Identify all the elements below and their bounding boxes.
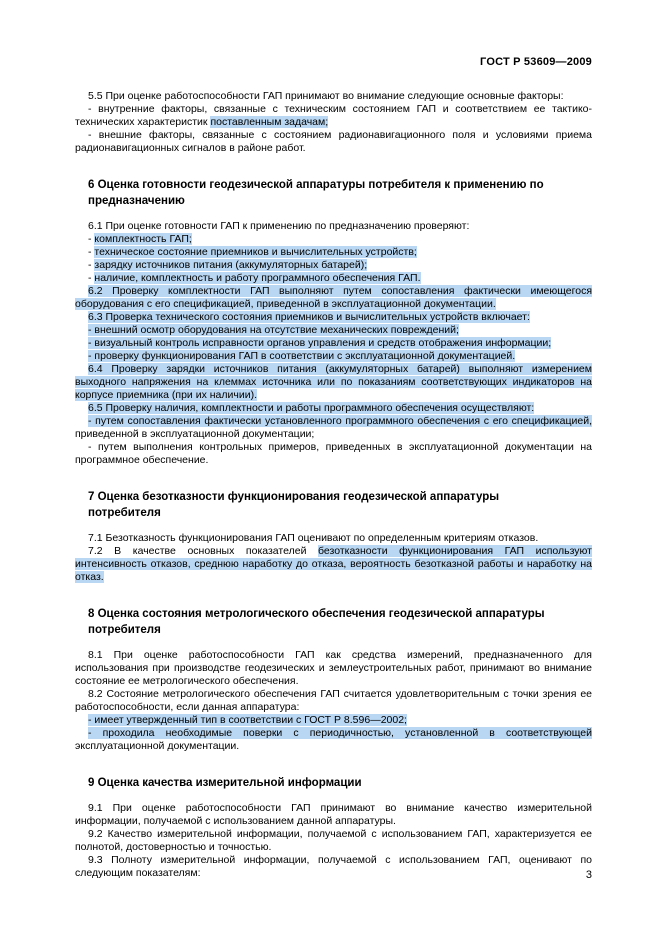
text-run: - путем выполнения контрольных примеров, приведенных в эксплуатационной документации на программное обеспечение. xyxy=(75,441,592,466)
document-footer xyxy=(75,869,592,881)
paragraph xyxy=(75,285,592,311)
text-run: 8 Оценка состояния метрологического обеспечения геодезической аппаратуры потребителя xyxy=(88,608,545,636)
section-heading xyxy=(75,775,592,791)
text-run: - xyxy=(88,246,95,258)
paragraph xyxy=(75,337,592,350)
text-run: 6 Оценка готовности геодезической аппаратуры потребителя к применению по предназначению xyxy=(88,179,544,207)
highlighted-text: 6.4 Проверку зарядки источников питания (аккумуляторных батарей) выполняют измерением выходного напряжения на клеммах источника или по показаниям соответствующих индикаторов на корпусе приемника (при их наличии). xyxy=(75,363,592,401)
highlighted-text: - проходила необходимые поверки с периодичностью, установленной в соответствующей xyxy=(88,727,592,739)
paragraph xyxy=(75,714,592,727)
text-run: 9 Оценка качества измерительной информации xyxy=(88,777,362,789)
paragraph xyxy=(75,828,592,854)
highlighted-text: - путем сопоставления фактически установленного программного обеспечения с его спецификацией, xyxy=(88,415,592,427)
text-run: 9.2 Качество измерительной информации, получаемой с использованием ГАП, характеризуется ее полнотой, достоверностью и точностью. xyxy=(75,828,592,853)
text-run: - xyxy=(88,233,95,245)
document-header xyxy=(75,56,592,68)
highlighted-text: 6.3 Проверка технического состояния приемников и вычислительных устройств включает: xyxy=(88,311,530,323)
text-run: приведенной в эксплуатационной документации; xyxy=(75,428,315,440)
paragraph xyxy=(75,233,592,246)
highlighted-text: 6.5 Проверку наличия, комплектности и работы программного обеспечения осуществляют: xyxy=(88,402,535,414)
highlighted-text: безотказности функционирования ГАП используют интенсивность отказов, среднюю наработку до отказа, вероятность безотказной работы и наработку на отказ. xyxy=(75,545,592,583)
paragraph xyxy=(75,220,592,233)
paragraph xyxy=(75,90,592,103)
text-run: 6.1 При оценке готовности ГАП к применению по предназначению проверяют: xyxy=(88,220,470,232)
paragraph xyxy=(75,259,592,272)
paragraph xyxy=(75,727,592,753)
highlighted-text: техническое состояние приемников и вычислительных устройств; xyxy=(94,246,417,258)
highlighted-text: зарядку источников питания (аккумуляторных батарей); xyxy=(94,259,368,271)
paragraph xyxy=(75,103,592,129)
paragraph xyxy=(75,402,592,415)
paragraph xyxy=(75,545,592,584)
highlighted-text: - внешний осмотр оборудования на отсутствие механических повреждений; xyxy=(88,324,459,336)
text-run: 7.1 Безотказность функционирования ГАП оценивают по определенным критериям отказов. xyxy=(88,532,539,544)
paragraph xyxy=(75,649,592,688)
paragraph xyxy=(75,532,592,545)
text-run: 8.1 При оценке работоспособности ГАП как средства измерений, предназначенного для использования при производстве геодезических и землеустроительных работ, принимают во внимание состояние ее метрологического обеспечения. xyxy=(75,649,592,687)
paragraph xyxy=(75,324,592,337)
paragraph xyxy=(75,415,592,441)
doc-number: ГОСТ Р 53609—2009 xyxy=(480,56,592,68)
paragraph xyxy=(75,311,592,324)
text-run: 7 Оценка безотказности функционирования геодезической аппаратуры потребителя xyxy=(88,491,500,519)
highlighted-text: 6.2 Проверку комплектности ГАП выполняют путем сопоставления фактически имеющегося оборудования с его спецификацией, приведенной в эксплуатационной документации. xyxy=(75,285,592,310)
paragraph xyxy=(75,272,592,285)
text-run: - xyxy=(88,272,95,284)
text-run: 9.1 При оценке работоспособности ГАП принимают во внимание качество измерительной информации, получаемой с использованием данной аппаратуры. xyxy=(75,802,592,827)
text-run: - xyxy=(88,259,95,271)
highlighted-text: - визуальный контроль исправности органов управления и средств отображения информации; xyxy=(88,337,552,349)
highlighted-text: поставленным задачам; xyxy=(210,116,329,128)
highlighted-text: комплектность ГАП; xyxy=(94,233,192,245)
paragraph xyxy=(75,441,592,467)
highlighted-text: наличие, комплектность и работу программного обеспечения ГАП. xyxy=(94,272,421,284)
paragraph xyxy=(75,363,592,402)
text-run: 8.2 Состояние метрологического обеспечения ГАП считается удовлетворительным с точки зрения ее работоспособности, если данная аппаратура: xyxy=(75,688,592,713)
text-run: 7.2 В качестве основных показателей xyxy=(88,545,319,557)
text-run: - внешние факторы, связанные с состоянием радионавигационного поля и условиями приема радионавигационных сигналов в районе работ. xyxy=(75,129,592,154)
paragraph xyxy=(75,129,592,155)
text-run: 9.3 Полноту измерительной информации, получаемой с использованием ГАП, оценивают по следующим показателям: xyxy=(75,854,592,879)
paragraph xyxy=(75,688,592,714)
text-run: эксплуатационной документации. xyxy=(75,740,240,752)
section-heading xyxy=(75,177,592,209)
text-run: 5.5 При оценке работоспособности ГАП принимают во внимание следующие основные факторы: xyxy=(88,90,564,102)
section-heading xyxy=(75,606,592,638)
paragraph xyxy=(75,350,592,363)
page-number: 3 xyxy=(585,869,592,881)
paragraph xyxy=(75,802,592,828)
section-heading xyxy=(75,489,592,521)
paragraph xyxy=(75,246,592,259)
highlighted-text: - имеет утвержденный тип в соответствии с ГОСТ Р 8.596—2002; xyxy=(88,714,407,726)
highlighted-text: - проверку функционирования ГАП в соответствии с эксплуатационной документацией. xyxy=(88,350,516,362)
document-body xyxy=(75,90,592,880)
text-run: - внутренние факторы, связанные с техническим состоянием ГАП и соответствием ее тактико-технических характеристик xyxy=(75,103,592,128)
